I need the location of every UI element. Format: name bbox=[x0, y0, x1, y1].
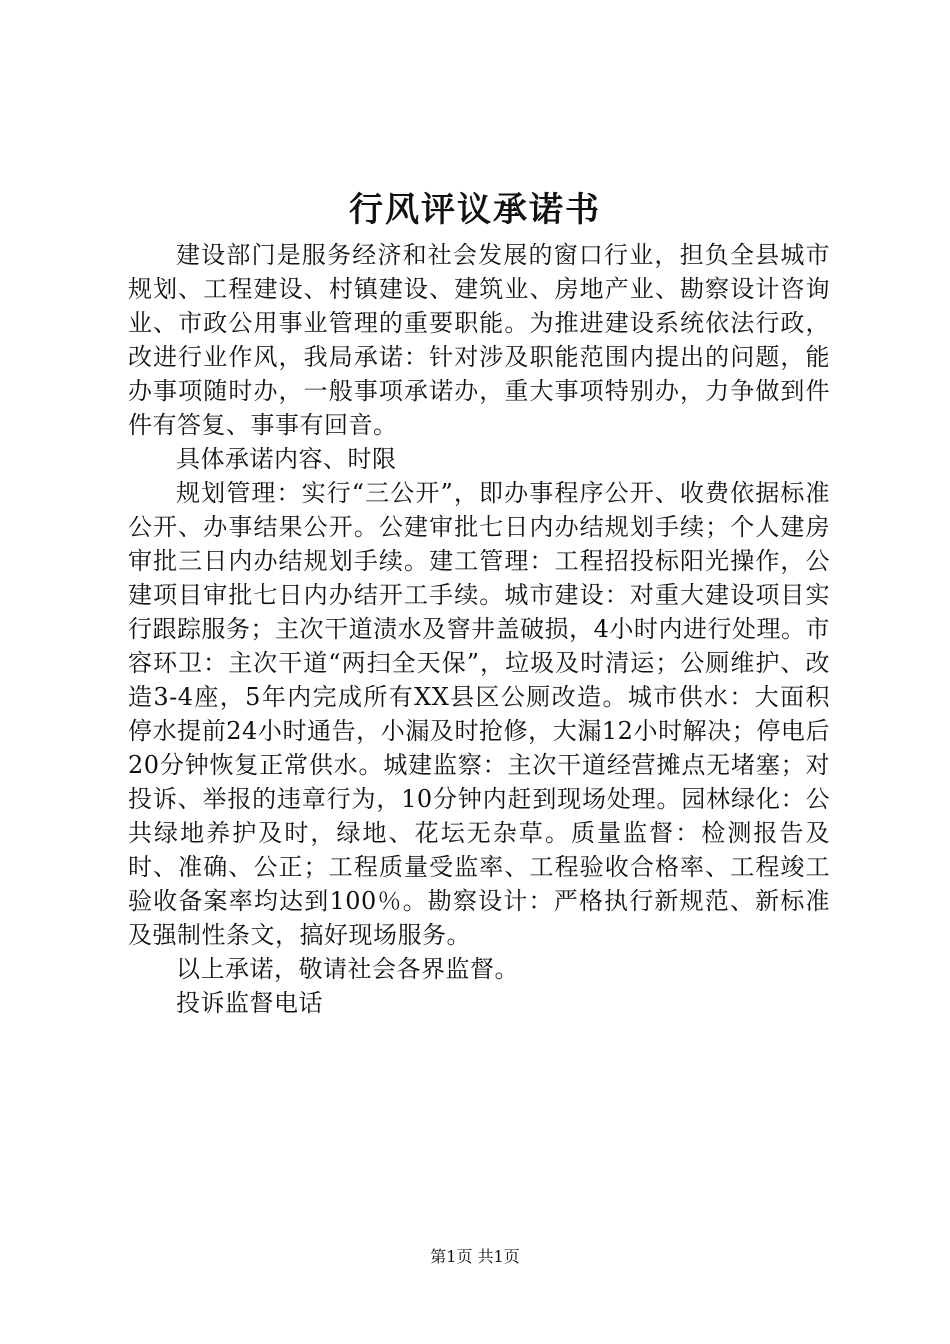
document-title: 行风评议承诺书 bbox=[349, 190, 601, 230]
commitment-details-paragraph: 规划管理：实行“三公开”，即办事程序公开、收费依据标准公开、办事结果公开。公建审批七日内办结规划手续；个人建房审批三日内办结规划手续。建工管理：工程招投标阳光操作，公建项目审批七日内办结开工手续。城市建设：对重大建设项目实行跟踪服务；主次干道渍水及窨井盖破损，4小时内进行处理。市容环卫：主次干道“两扫全天保”，垃圾及时清运；公厕维护、改造3-4座，5年内完成所有XX县区公厕改造。城市供水：大面积停水提前24小时通告，小漏及时抢修，大漏12小时解决；停电后20分钟恢复正常供水。城建监察：主次干道经营摊点无堵塞；对投诉、举报的违章行为，10分钟内赶到现场处理。园林绿化：公共绿地养护及时，绿地、花坛无杂草。质量监督：检测报告及时、准确、公正；工程质量受监率、工程验收合格率、工程竣工验收备案率均达到100％。勘察设计：严格执行新规范、新标准及强制性条文，搞好现场服务。 bbox=[128, 479, 830, 949]
intro-paragraph: 建设部门是服务经济和社会发展的窗口行业，担负全县城市规划、工程建设、村镇建设、建筑业、房地产业、勘察设计咨询业、市政公用事业管理的重要职能。为推进建设系统依法行政，改进行业作风，我局承诺：针对涉及职能范围内提出的问题，能办事项随时办，一般事项承诺办，重大事项特别办，力争做到件件有答复、事事有回音。 bbox=[128, 241, 830, 439]
supervision-paragraph: 以上承诺，敬请社会各界监督。 bbox=[176, 955, 519, 983]
page-footer: 第1页 共1页 bbox=[430, 1247, 520, 1266]
commitment-heading: 具体承诺内容、时限 bbox=[176, 445, 397, 473]
document-body bbox=[128, 238, 830, 1020]
complaint-phone-label: 投诉监督电话 bbox=[176, 989, 323, 1017]
